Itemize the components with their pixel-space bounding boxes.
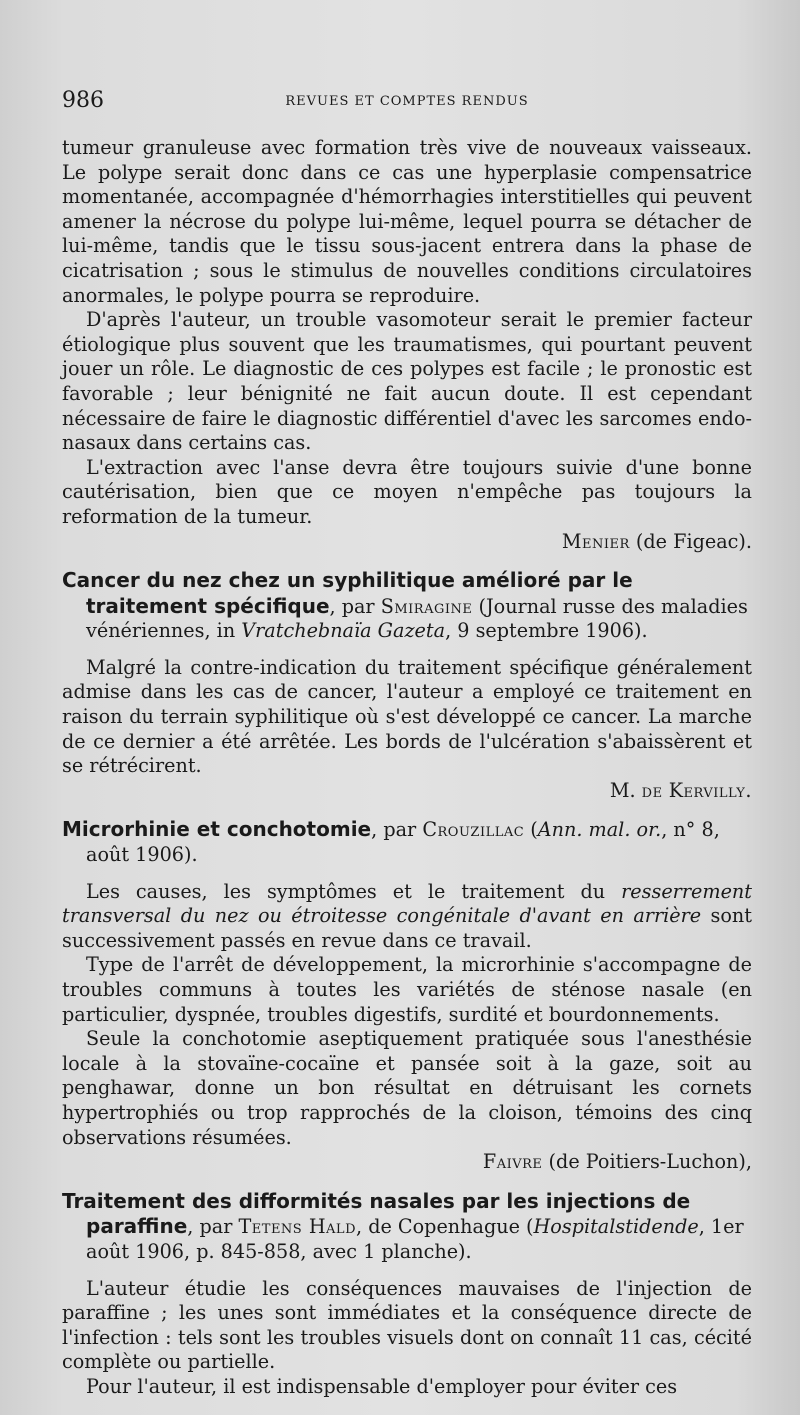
article-source: (Journal russe des maladies vénériennes, in: [86, 594, 748, 643]
article-title: Traitement des difformités nasales par les injections de paraffine: [62, 1188, 691, 1239]
article-title: Cancer du nez chez un syphilitique amélioré par le traitement spécifique: [62, 568, 633, 618]
heading-by: , par: [371, 818, 423, 842]
text-run: sont successivement passés en revue dans ce travail.: [62, 904, 752, 952]
running-title: REVUES ET COMPTES RENDUS: [285, 94, 529, 109]
article-source-italic: Ann. mal. or.: [537, 818, 662, 842]
article-source: , 9 septembre 1906).: [445, 619, 648, 643]
paragraph: L'auteur étudie les conséquences mauvaises de l'injection de paraffine ; les unes sont immédiates et la conséquence directe de l'infection : tels sont les troubles visuels dont on connaît 11 cas, cécité complète ou partielle.: [62, 1276, 752, 1374]
page-number: 986: [62, 88, 104, 113]
signature-name: Kervilly.: [668, 778, 752, 802]
heading-by: , par: [187, 1215, 239, 1239]
signature-name: Faivre: [482, 1150, 543, 1174]
article-source: , 1er août 1906, p. 845-858, avec 1 planche).: [86, 1215, 744, 1263]
page-body: [62, 136, 752, 1400]
article-source-italic: Vratchebnaïa Gazeta: [241, 619, 446, 643]
signature-name: Menier: [561, 529, 630, 553]
paragraph: [62, 880, 752, 954]
text-run: Les causes, les symptômes et le traitement du: [86, 879, 622, 903]
signature: [62, 779, 752, 804]
article-author: Crouzillac: [422, 818, 525, 842]
paragraph: L'extraction avec l'anse devra être toujours suivie d'une bonne cautérisation, bien que ce moyen n'empêche pas toujours la reformation de la tumeur.: [62, 455, 752, 528]
signature-particle: de: [641, 778, 663, 802]
paragraph: tumeur granuleuse avec formation très vive de nouveaux vaisseaux. Le polype serait donc dans ce cas une hyperplasie compensatrice momentanée, accompagnée d'hémorrhagies interstitielles qui peuvent amener la nécrose du polype lui-même, lequel pourra se détacher de lui-même, tandis que le tissu sous-jacent entrera dans la phase de cicatrisation ; sous le stimulus de nouvelles conditions circulatoires anormales, le polype pourra se reproduire.: [62, 136, 752, 307]
paragraph: Seule la conchotomie aseptiquement pratiquée sous l'anesthésie locale à la stovaïne-cocaïne et pansée soit à la gaze, soit au penghawar, donne un bon résultat en détruisant les cornets hypertrophiés ou trop rapprochés de la cloison, témoins des cinq observations résumées.: [62, 1027, 752, 1149]
article-source: (: [524, 818, 538, 842]
article-heading: [62, 1189, 752, 1265]
article-heading: [62, 817, 752, 867]
signature-prefix: M.: [609, 778, 642, 802]
paragraph: Pour l'auteur, il est indispensable d'employer pour éviter ces: [86, 1374, 678, 1398]
signature: [62, 1150, 752, 1175]
article-author: Smiragine: [380, 594, 473, 618]
page-header: [62, 88, 752, 118]
text-run-italic: resserrement transversal du nez ou étroitesse congénitale d'avant en arrière: [62, 879, 752, 928]
article-source: , n° 8, août 1906).: [86, 818, 720, 867]
paragraph: Type de l'arrêt de développement, la microrhinie s'accompagne de troubles communs à toutes les variétés de sténose nasale (en particulier, dyspnée, troubles digestifs, surdité et bourdonnements.: [62, 953, 752, 1026]
signature: [62, 530, 752, 555]
article-title: Microrhinie et conchotomie: [62, 817, 372, 842]
article-source: , de Copenhague (: [356, 1215, 534, 1239]
signature-place: (de Figeac).: [635, 529, 752, 553]
article-heading: [62, 568, 752, 644]
article-source-italic: Hospitalstidende: [533, 1215, 699, 1239]
signature-place: (de Poitiers-Luchon),: [548, 1150, 752, 1174]
article-author: Tetens Hald: [238, 1215, 356, 1239]
heading-by: , par: [329, 594, 381, 618]
paragraph: Malgré la contre-indication du traitement spécifique généralement admise dans les cas de cancer, l'auteur a employé ce traitement en raison du terrain syphilitique où s'est développé ce cancer. La marche de ce dernier a été arrêtée. Les bords de l'ulcération s'abaissèrent et se rétrécirent.: [62, 655, 752, 778]
paragraph: D'après l'auteur, un trouble vasomoteur serait le premier facteur étiologique plus souvent que les traumatismes, qui pourtant peuvent jouer un rôle. Le diagnostic de ces polypes est facile ; le pronostic est favorable ; leur bénignité ne fait aucun doute. Il est cependant nécessaire de faire le diagnostic différentiel d'avec les sarcomes endo-nasaux dans certains cas.: [62, 308, 752, 455]
